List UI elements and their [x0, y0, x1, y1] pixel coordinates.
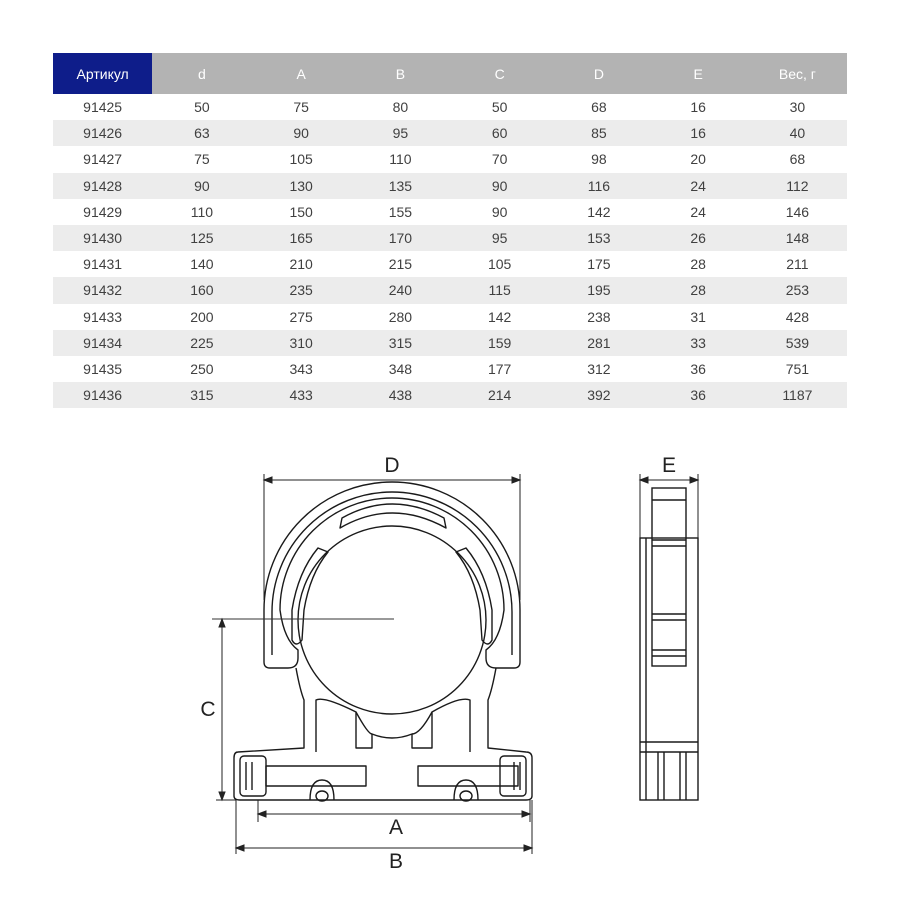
clamp-leg-left — [316, 699, 470, 752]
table-cell: 160 — [152, 277, 251, 303]
table-cell: 433 — [252, 382, 351, 408]
dim-label-b: B — [388, 850, 404, 873]
table-cell: 90 — [252, 120, 351, 146]
clamp-right-slot — [456, 548, 492, 644]
table-cell: 142 — [549, 199, 648, 225]
header-a: A — [252, 53, 351, 94]
table-cell: 116 — [549, 173, 648, 199]
clamp-inner-arch — [272, 492, 512, 655]
table-cell: 95 — [351, 120, 450, 146]
table-cell: 91432 — [53, 277, 152, 303]
header-d-dim: D — [549, 53, 648, 94]
table-cell: 75 — [152, 146, 251, 172]
table-cell: 16 — [649, 120, 748, 146]
header-c: C — [450, 53, 549, 94]
table-cell: 90 — [450, 199, 549, 225]
table-cell: 91433 — [53, 304, 152, 330]
table-cell: 343 — [252, 356, 351, 382]
table-cell: 115 — [450, 277, 549, 303]
table-cell: 26 — [649, 225, 748, 251]
table-cell: 85 — [549, 120, 648, 146]
table-cell: 91427 — [53, 146, 152, 172]
table-cell: 91425 — [53, 94, 152, 120]
table-cell: 90 — [450, 173, 549, 199]
table-cell: 112 — [748, 173, 847, 199]
table-cell: 24 — [649, 199, 748, 225]
table-cell: 253 — [748, 277, 847, 303]
table-cell: 315 — [351, 330, 450, 356]
table-cell: 91436 — [53, 382, 152, 408]
base-hole-left — [310, 780, 334, 800]
table-cell: 20 — [649, 146, 748, 172]
table-cell: 91435 — [53, 356, 152, 382]
table-cell: 28 — [649, 277, 748, 303]
base-pad-right — [500, 756, 526, 796]
table-cell: 36 — [649, 382, 748, 408]
table-cell: 130 — [252, 173, 351, 199]
table-cell: 150 — [252, 199, 351, 225]
table-cell: 315 — [152, 382, 251, 408]
table-cell: 539 — [748, 330, 847, 356]
header-d: d — [152, 53, 251, 94]
table-cell: 16 — [649, 94, 748, 120]
table-cell: 281 — [549, 330, 648, 356]
base-pad-left — [240, 756, 266, 796]
table-cell: 240 — [351, 277, 450, 303]
table-cell: 140 — [152, 251, 251, 277]
table-cell: 90 — [152, 173, 251, 199]
table-cell: 24 — [649, 173, 748, 199]
table-cell: 98 — [549, 146, 648, 172]
table-cell: 91434 — [53, 330, 152, 356]
table-cell: 91426 — [53, 120, 152, 146]
table-cell: 91431 — [53, 251, 152, 277]
table-cell: 70 — [450, 146, 549, 172]
table-cell: 148 — [748, 225, 847, 251]
table-cell: 195 — [549, 277, 648, 303]
table-cell: 63 — [152, 120, 251, 146]
table-cell: 153 — [549, 225, 648, 251]
clamp-top-notch — [340, 504, 446, 528]
table-cell: 275 — [252, 304, 351, 330]
table-cell: 225 — [152, 330, 251, 356]
table-cell: 60 — [450, 120, 549, 146]
table-cell: 215 — [351, 251, 450, 277]
dim-label-e: E — [661, 454, 677, 477]
dim-label-a: A — [388, 816, 404, 839]
table-cell: 175 — [549, 251, 648, 277]
table-cell: 105 — [450, 251, 549, 277]
table-cell: 75 — [252, 94, 351, 120]
table-cell: 40 — [748, 120, 847, 146]
table-cell: 159 — [450, 330, 549, 356]
table-cell: 91428 — [53, 173, 152, 199]
header-b: B — [351, 53, 450, 94]
table-cell: 110 — [351, 146, 450, 172]
table-cell: 165 — [252, 225, 351, 251]
table-cell: 1187 — [748, 382, 847, 408]
table-cell: 28 — [649, 251, 748, 277]
table-cell: 31 — [649, 304, 748, 330]
table-cell: 110 — [152, 199, 251, 225]
table-cell: 36 — [649, 356, 748, 382]
clamp-side-view — [640, 488, 698, 800]
clamp-center-gap — [356, 712, 432, 734]
header-article: Артикул — [53, 53, 152, 94]
table-cell: 80 — [351, 94, 450, 120]
table-cell: 200 — [152, 304, 251, 330]
table-cell: 95 — [450, 225, 549, 251]
table-cell: 68 — [549, 94, 648, 120]
table-cell: 50 — [152, 94, 251, 120]
header-e: E — [649, 53, 748, 94]
table-cell: 177 — [450, 356, 549, 382]
table-cell: 348 — [351, 356, 450, 382]
base-hole-right — [454, 780, 478, 800]
table-cell: 751 — [748, 356, 847, 382]
table-cell: 428 — [748, 304, 847, 330]
clamp-left-slot — [292, 548, 328, 644]
header-weight: Вес, г — [748, 53, 847, 94]
table-cell: 30 — [748, 94, 847, 120]
table-cell: 211 — [748, 251, 847, 277]
table-cell: 33 — [649, 330, 748, 356]
table-cell: 438 — [351, 382, 450, 408]
table-cell: 50 — [450, 94, 549, 120]
table-cell: 135 — [351, 173, 450, 199]
table-cell: 142 — [450, 304, 549, 330]
table-cell: 105 — [252, 146, 351, 172]
table-cell: 125 — [152, 225, 251, 251]
table-cell: 235 — [252, 277, 351, 303]
table-cell: 146 — [748, 199, 847, 225]
table-cell: 155 — [351, 199, 450, 225]
table-cell: 170 — [351, 225, 450, 251]
dim-label-d: D — [384, 454, 400, 477]
table-cell: 392 — [549, 382, 648, 408]
table-cell: 238 — [549, 304, 648, 330]
table-cell: 214 — [450, 382, 549, 408]
table-cell: 250 — [152, 356, 251, 382]
table-cell: 312 — [549, 356, 648, 382]
table-cell: 280 — [351, 304, 450, 330]
clamp-body — [234, 668, 532, 800]
table-cell: 210 — [252, 251, 351, 277]
table-cell: 310 — [252, 330, 351, 356]
table-cell: 68 — [748, 146, 847, 172]
table-cell: 91429 — [53, 199, 152, 225]
table-cell: 91430 — [53, 225, 152, 251]
dim-label-c: C — [200, 698, 216, 721]
